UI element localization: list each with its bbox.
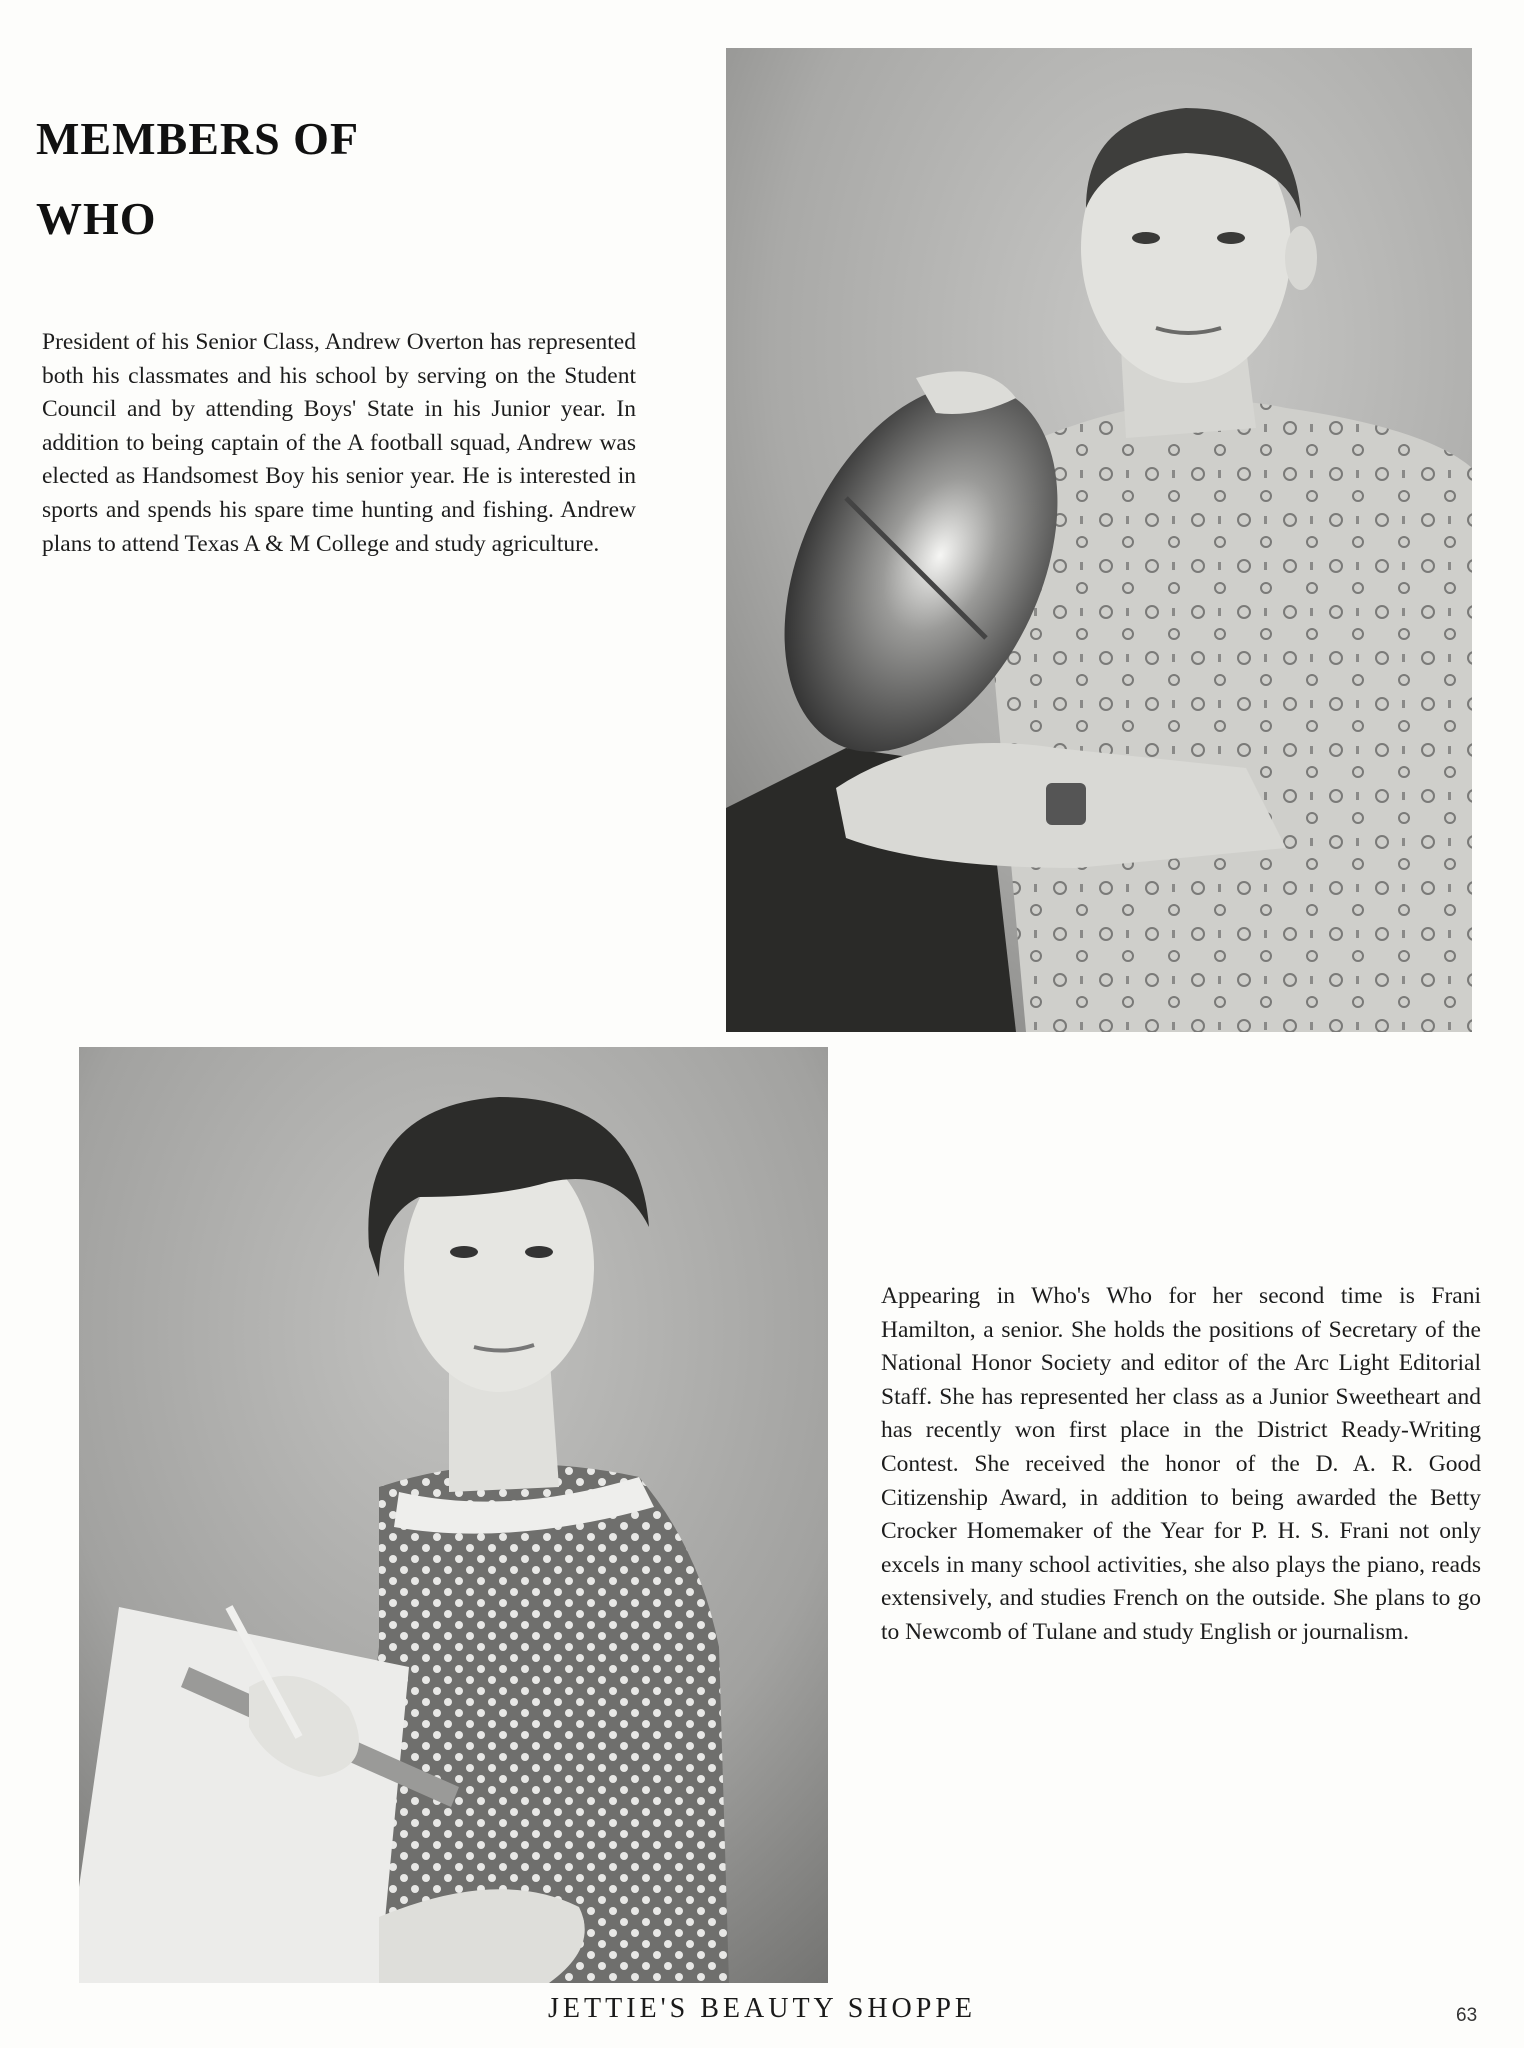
page-heading-line-2: WHO xyxy=(36,193,157,244)
page-number: 63 xyxy=(1456,2005,1478,2026)
footer-advertisement: JETTIE'S BEAUTY SHOPPE xyxy=(547,1993,977,2024)
andrew-overton-photo xyxy=(726,48,1472,1032)
frani-hamilton-photo xyxy=(79,1047,828,1983)
frani-hamilton-bio: Appearing in Who's Who for her second time is Frani Hamilton, a senior. She holds the positions of Secretary of the National Honor Society and editor of the Arc Light Editorial Staff. She has represented her class as a Junior Sweetheart and has recently won first place in the District Ready-Writing Contest. She received the honor of the D. A. R. Good Citizenship Award, in addition to being awarded the Betty Crocker Homemaker of the Year for P. H. S. Frani not only excels in many school activities, she also plays the piano, reads extensively, and studies French on the outside. She plans to go to Newcomb of Tulane and study English or journalism. xyxy=(881,1283,1481,1645)
andrew-overton-bio: President of his Senior Class, Andrew Overton has represented both his classmates and his school by serving on the Student Council and by attending Boys' State in his Junior year. In addition to being captain of the A football squad, Andrew was elected as Handsomest Boy his senior year. He is interested in sports and spends his spare time hunting and fishing. Andrew plans to attend Texas A & M College and study agriculture. xyxy=(42,329,636,557)
page-heading-line-1: MEMBERS OF xyxy=(36,113,360,164)
